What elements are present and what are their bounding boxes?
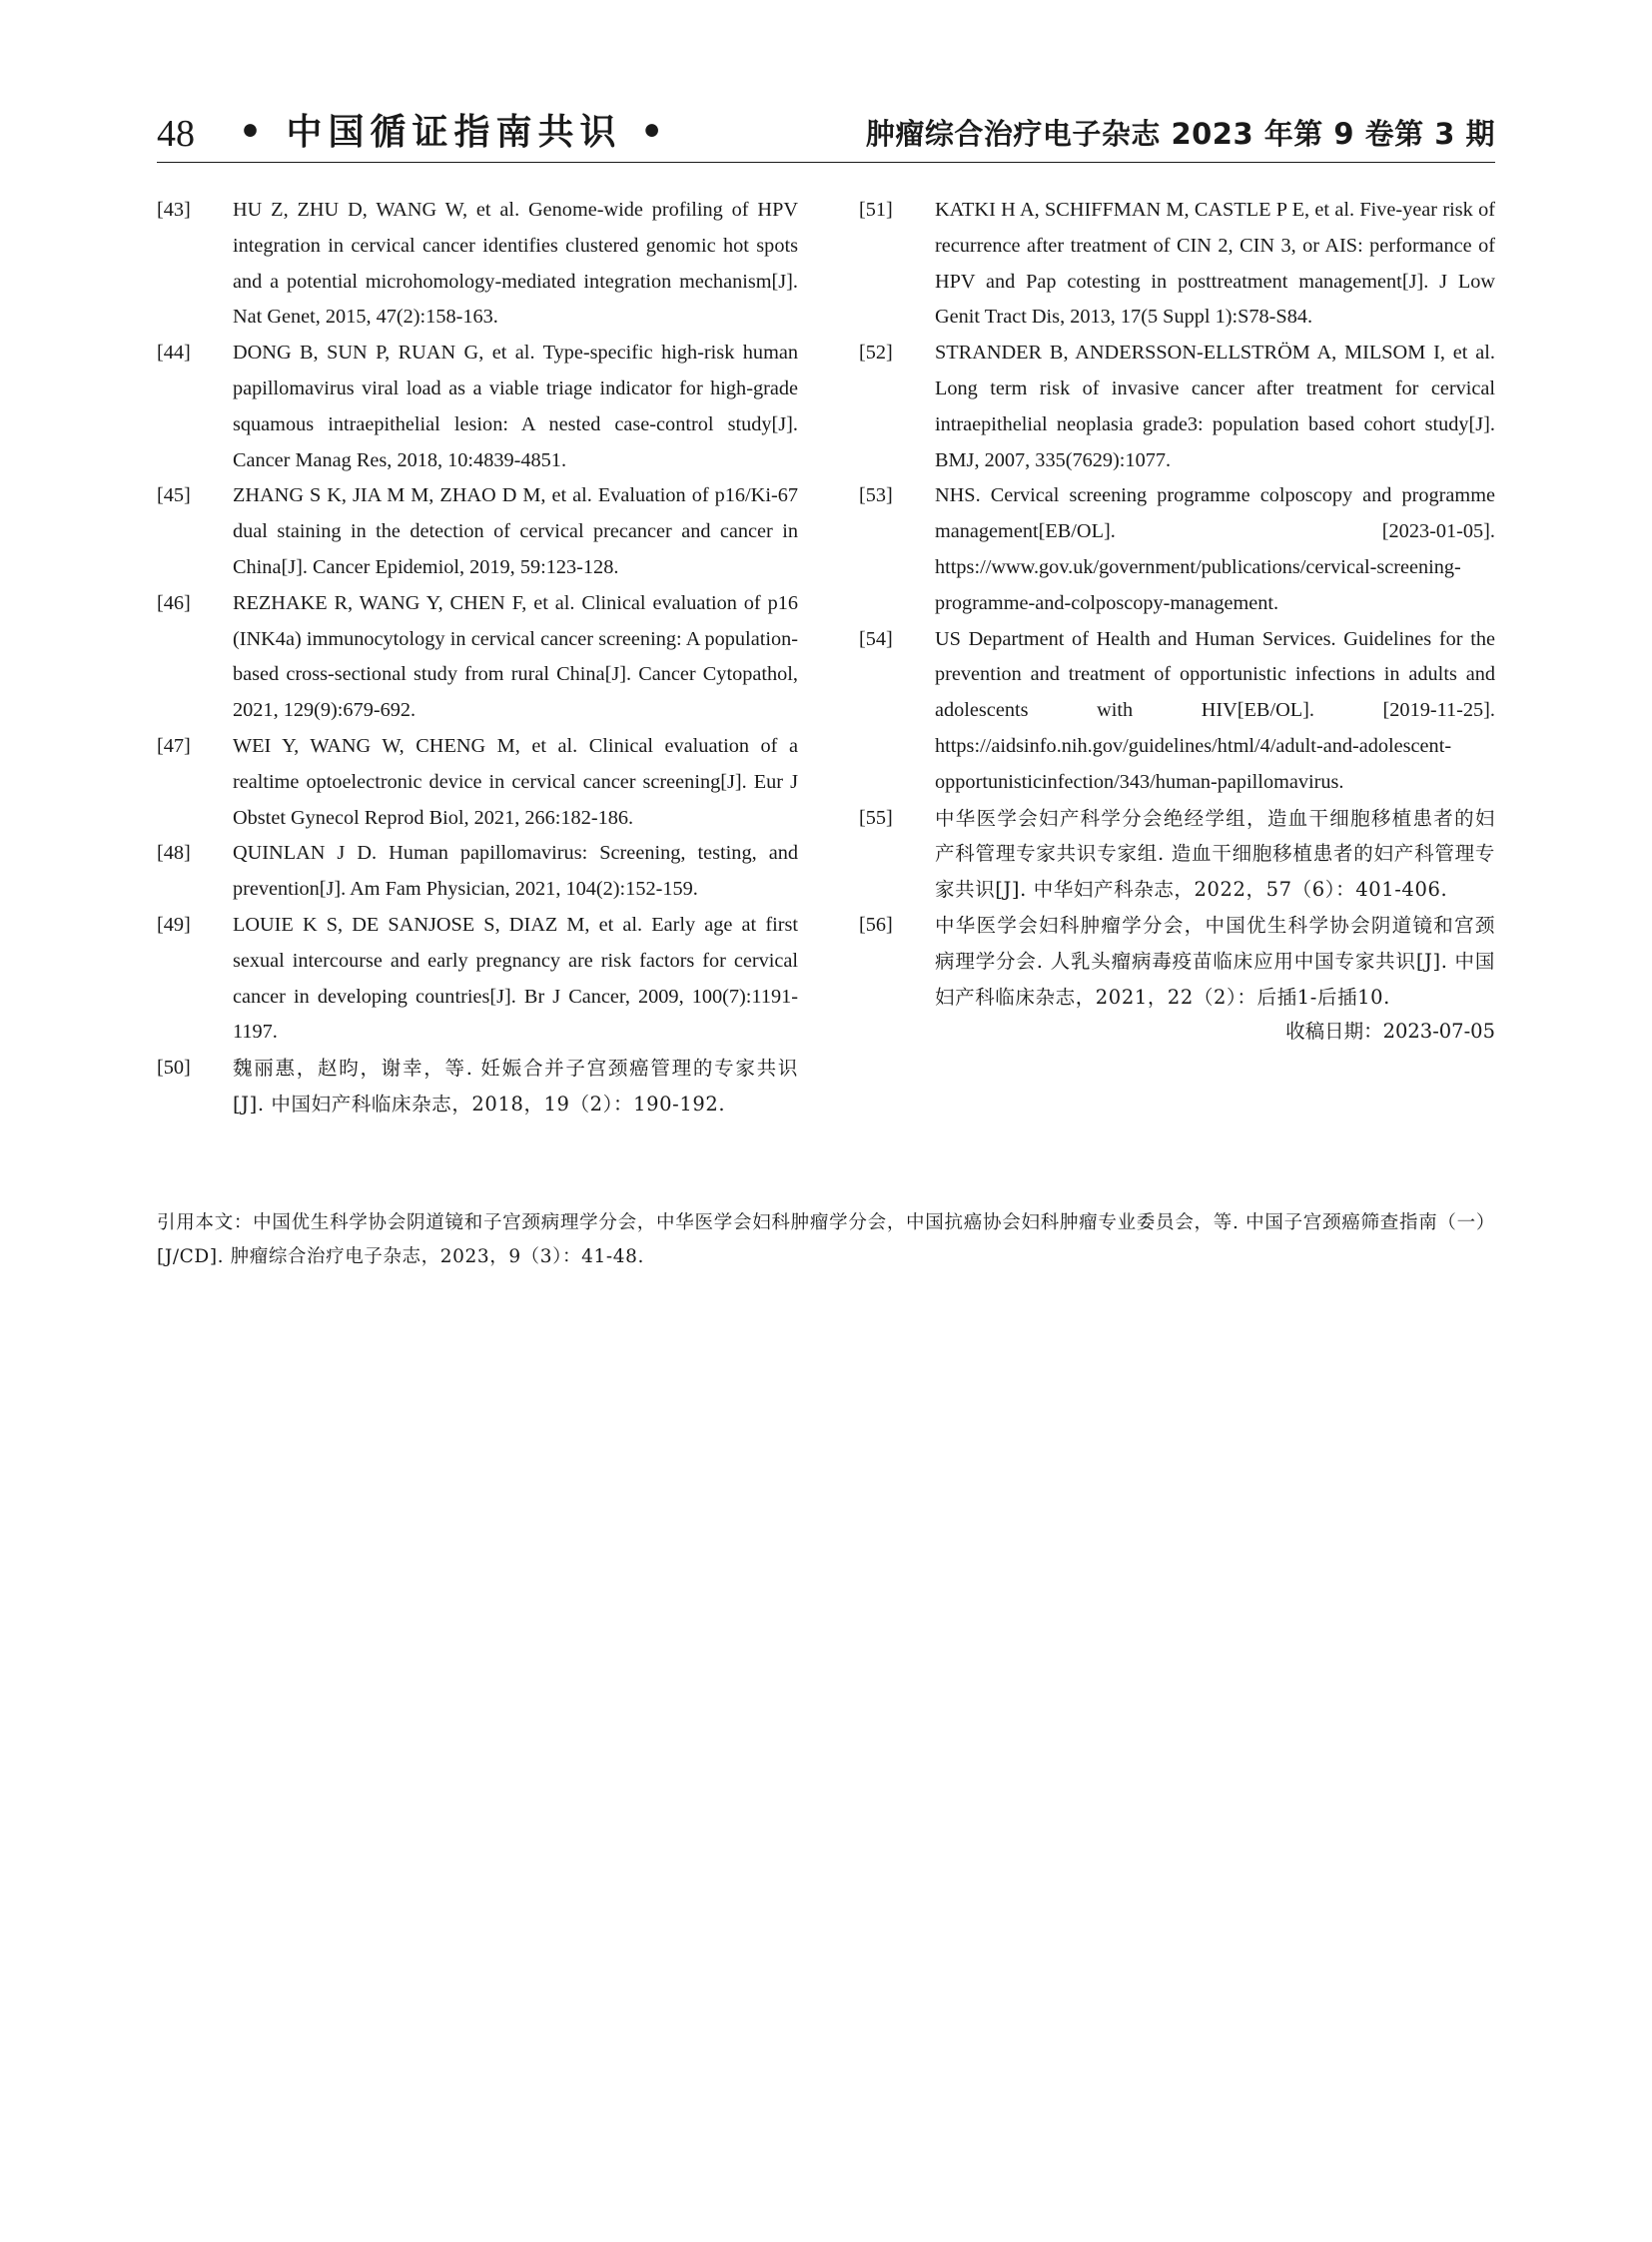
- reference-item: [859, 193, 1495, 336]
- reference-text: LOUIE K S, DE SANJOSE S, DIAZ M, et al. Early age at first sexual intercourse and early pregnancy are risk factors for cervical cancer in developing countries[J]. Br J Cancer, 2009, 100(7):1191-1197.: [233, 913, 798, 1044]
- reference-column-right: [859, 193, 1495, 1049]
- section-title: • 中国循证指南共识 •: [239, 111, 670, 153]
- reference-text: QUINLAN J D. Human papillomavirus: Screening, testing, and prevention[J]. Am Fam Physician, 2021, 104(2):152-159.: [233, 842, 798, 901]
- reference-text: STRANDER B, ANDERSSON-ELLSTRÖM A, MILSOM I, et al. Long term risk of invasive cancer after treatment for cervical intraepithelial neoplasia grade3: population based cohort study[J]. BMJ, 2007, 335(7629):1077.: [935, 342, 1495, 471]
- reference-item: [859, 478, 1495, 621]
- header-divider: [157, 162, 1495, 163]
- reference-text: 中华医学会妇科肿瘤学分会，中国优生科学协会阴道镜和宫颈病理学分会. 人乳头瘤病毒疫苗临床应用中国专家共识[J]. 中国妇产科临床杂志，2021，22（2）：后插1-后插10.: [935, 913, 1495, 1009]
- reference-item: [859, 908, 1495, 1015]
- reference-number: [52]: [859, 342, 893, 365]
- journal-issue: 肿瘤综合治疗电子杂志 2023 年第 9 卷第 3 期: [865, 117, 1495, 151]
- reference-number: [53]: [859, 484, 893, 507]
- reference-number: [43]: [157, 199, 191, 221]
- reference-text: KATKI H A, SCHIFFMAN M, CASTLE P E, et al. Five-year risk of recurrence after treatment of CIN 2, CIN 3, or AIS: performance of HPV and Pap cotesting in posttreatment management[J]. J Low Genit Tract Dis, 2013, 17(5 Suppl 1):S78-S84.: [935, 199, 1495, 329]
- reference-item: [157, 478, 798, 585]
- page-number: 48: [157, 113, 195, 155]
- reference-text: 魏丽惠，赵昀，谢幸，等. 妊娠合并子宫颈癌管理的专家共识[J]. 中国妇产科临床杂志，2018，19（2）：190-192.: [233, 1057, 798, 1116]
- reference-item: [859, 622, 1495, 801]
- reference-number: [47]: [157, 734, 191, 757]
- reference-text: REZHAKE R, WANG Y, CHEN F, et al. Clinical evaluation of p16 (INK4a) immunocytology in cervical cancer screening: A population-based cross-sectional study from rural China[J]. Cancer Cytopathol, 2021, 129(9):679-692.: [233, 591, 798, 722]
- reference-item: [157, 729, 798, 836]
- page-header: [157, 108, 1495, 160]
- reference-number: [56]: [859, 913, 893, 936]
- reference-text: NHS. Cervical screening programme colposcopy and programme management[EB/OL]. [2023-01-05]. https://www.gov.uk/government/publications/cervical-screening-programme-and-colposcopy-management.: [935, 484, 1495, 614]
- reference-text: DONG B, SUN P, RUAN G, et al. Type-specific high-risk human papillomavirus viral load as a viable triage indicator for high-grade squamous intraepithelial lesion: A nested case-control study[J]. Cancer Manag Res, 2018, 10:4839-4851.: [233, 342, 798, 471]
- reference-item: [859, 336, 1495, 478]
- reference-number: [55]: [859, 806, 893, 829]
- reference-text: HU Z, ZHU D, WANG W, et al. Genome-wide profiling of HPV integration in cervical cancer identifies clustered genomic hot spots and a potential microhomology-mediated integration mechanism[J]. Nat Genet, 2015, 47(2):158-163.: [233, 199, 798, 329]
- reference-number: [44]: [157, 342, 191, 365]
- reference-number: [54]: [859, 627, 893, 650]
- reference-item: [157, 1051, 798, 1122]
- reference-number: [46]: [157, 591, 191, 614]
- reference-text: 中华医学会妇产科学分会绝经学组，造血干细胞移植患者的妇产科管理专家共识专家组. 造血干细胞移植患者的妇产科管理专家共识[J]. 中华妇产科杂志，2022，57（6）：401-406.: [935, 806, 1495, 902]
- reference-number: [50]: [157, 1057, 191, 1080]
- reference-item: [157, 836, 798, 908]
- received-date: 收稿日期：2023-07-05: [1285, 1020, 1495, 1044]
- reference-item: [157, 586, 798, 729]
- reference-item: [157, 193, 798, 336]
- reference-number: [48]: [157, 842, 191, 865]
- reference-item: [859, 801, 1495, 908]
- reference-text: WEI Y, WANG W, CHENG M, et al. Clinical evaluation of a realtime optoelectronic device in cervical cancer screening[J]. Eur J Obstet Gynecol Reprod Biol, 2021, 266:182-186.: [233, 734, 798, 829]
- reference-column-left: [157, 193, 798, 1122]
- reference-text: ZHANG S K, JIA M M, ZHAO D M, et al. Evaluation of p16/Ki-67 dual staining in the detection of cervical precancer and cancer in China[J]. Cancer Epidemiol, 2019, 59:123-128.: [233, 484, 798, 578]
- reference-number: [51]: [859, 199, 893, 221]
- reference-number: [45]: [157, 484, 191, 507]
- citation-note: 引用本文：中国优生科学协会阴道镜和子宫颈病理学分会，中华医学会妇科肿瘤学分会，中国抗癌协会妇科肿瘤专业委员会，等. 中国子宫颈癌筛查指南（一）[J/CD]. 肿瘤综合治疗电子杂志，2023，9（3）：41-48.: [157, 1212, 1495, 1267]
- reference-text: US Department of Health and Human Services. Guidelines for the prevention and treatment of opportunistic infections in adults and adolescents with HIV[EB/OL]. [2019-11-25]. https://aidsinfo.nih.gov/guidelines/html/4/adult-and-adolescent-opportunisticinfection/343/human-papillomavirus.: [935, 627, 1495, 793]
- reference-number: [49]: [157, 913, 191, 936]
- reference-item: [157, 336, 798, 478]
- reference-item: [157, 908, 798, 1051]
